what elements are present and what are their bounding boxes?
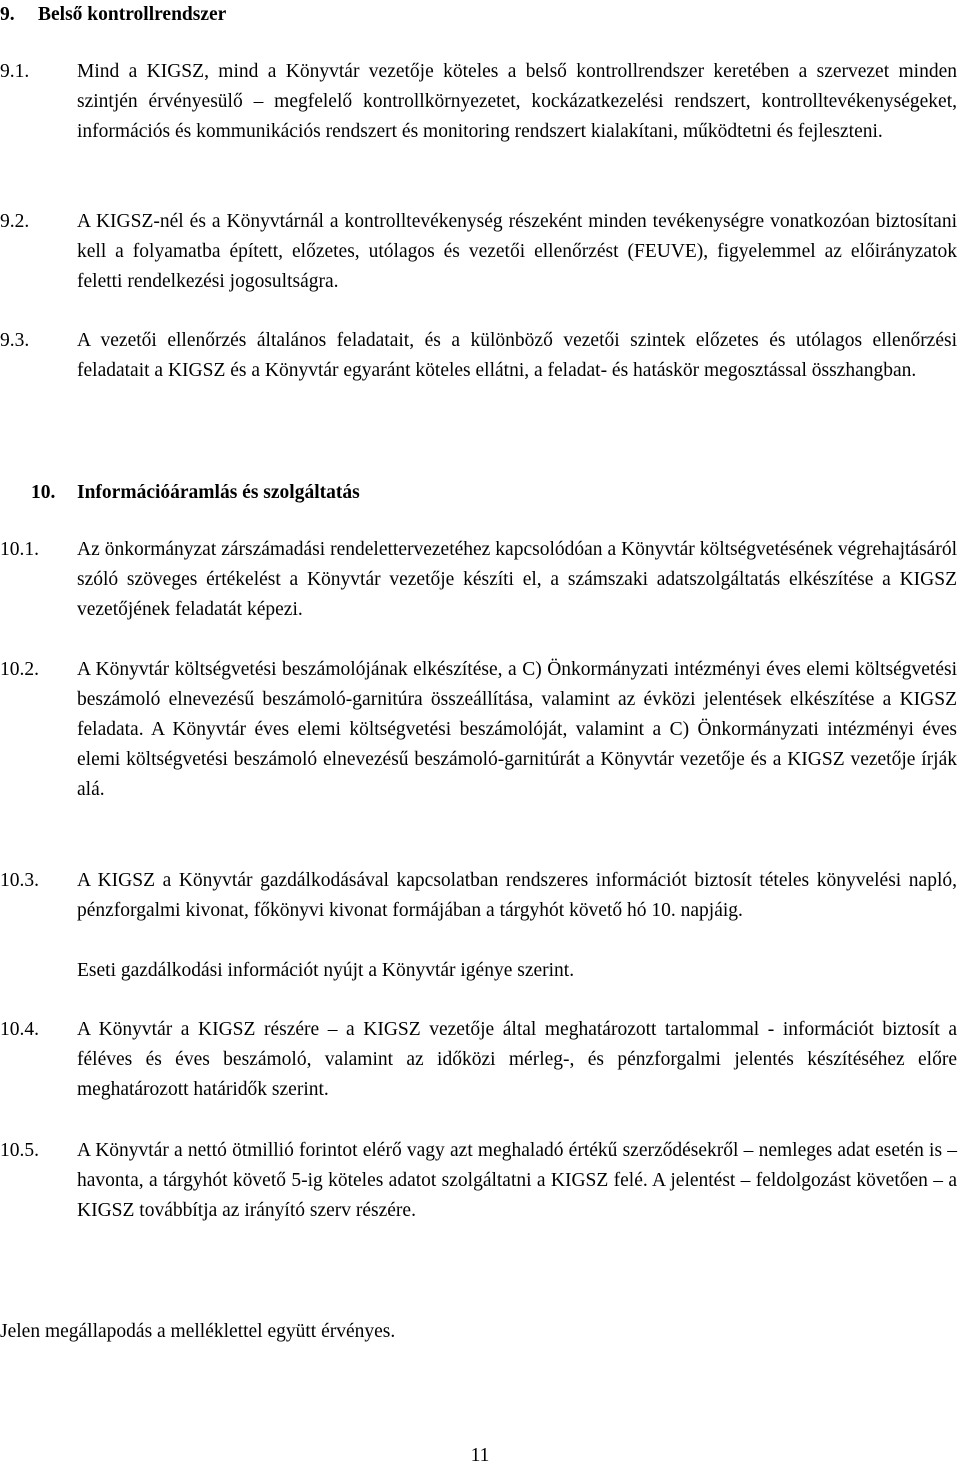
- closing-statement: Jelen megállapodás a melléklettel együtt érvényes.: [0, 1321, 396, 1342]
- paragraph-text: A KIGSZ a Könyvtár gazdálkodásával kapcsolatban rendszeres információt biztosít tételes könyvelési napló, pénzforgalmi kivonat, főkönyvi kivonat formájában a tárgyhót követő hó 10. napjáig.: [77, 870, 957, 921]
- paragraph-number: 9.1.: [0, 61, 30, 82]
- paragraph-text: A Könyvtár a nettó ötmillió forintot elérő vagy azt meghaladó értékű szerződésekről – nemleges adat esetén is – havonta, a tárgyhót követő 5-ig köteles adatot szolgáltatni a KIGSZ felé. A jelentést – feldolgozást követően – a KIGSZ továbbítja az irányító szerv részére.: [77, 1140, 957, 1221]
- paragraph-number: 10.2.: [0, 659, 39, 680]
- paragraph-number: 10.4.: [0, 1019, 39, 1040]
- paragraph-text: A vezetői ellenőrzés általános feladatait, és a különböző vezetői szintek előzetes és utólagos ellenőrzési feladatait a KIGSZ és a Könyvtár egyaránt köteles ellátni, a feladat- és hatáskör megosztással összhangban.: [77, 330, 957, 381]
- paragraph-extra-text: Eseti gazdálkodási információt nyújt a Könyvtár igénye szerint.: [77, 960, 575, 981]
- paragraph-text: Mind a KIGSZ, mind a Könyvtár vezetője köteles a belső kontrollrendszer keretében a szervezet minden szintjén érvényesülő – megfelelő kontrollkörnyezetet, kockázatkezelési rendszert, kontrolltevékenységeket, információs és kommunikációs rendszert és monitoring rendszert kialakítani, működtetni és fejleszteni.: [77, 61, 957, 142]
- section-9-number: 9.: [0, 4, 15, 25]
- section-9-heading: [0, 3, 226, 27]
- page-number: 11: [470, 1445, 490, 1466]
- section-10-number: 10.: [31, 482, 56, 503]
- section-10-title: Információáramlás és szolgáltatás: [77, 482, 360, 503]
- paragraph-text: A KIGSZ-nél és a Könyvtárnál a kontrolltevékenység részeként minden tevékenységre vonatkozóan biztosítani kell a folyamatba épített, előzetes, utólagos és vezetői ellenőrzést (FEUVE), figyelemmel az előirányzatok feletti rendelkezési jogosultságra.: [77, 211, 957, 292]
- section-9-title: Belső kontrollrendszer: [38, 4, 227, 25]
- paragraph-number: 9.3.: [0, 330, 30, 351]
- paragraph-number: 10.3.: [0, 870, 39, 891]
- paragraph-text: Az önkormányzat zárszámadási rendelettervezetéhez kapcsolódóan a Könyvtár költségvetésének végrehajtásáról szóló szöveges értékelést a Könyvtár vezetője készíti el, a számszaki adatszolgáltatás elkészítése a KIGSZ vezetőjének feladatát képezi.: [77, 539, 957, 620]
- section-10-heading: [31, 481, 360, 505]
- paragraph-number: 10.5.: [0, 1140, 39, 1161]
- paragraph-number: 9.2.: [0, 211, 30, 232]
- paragraph-text: A Könyvtár költségvetési beszámolójának elkészítése, a C) Önkormányzati intézményi éves elemi költségvetési beszámoló elnevezésű beszámoló-garnitúra összeállítása, valamint az évközi jelentések elkészítése a KIGSZ feladata. A Könyvtár éves elemi költségvetési beszámolóját, valamint a C) Önkormányzati intézményi éves elemi költségvetési beszámoló elnevezésű beszámoló-garnitúrát a Könyvtár vezetője és a KIGSZ vezetője írják alá.: [77, 659, 957, 800]
- paragraph-text: A Könyvtár a KIGSZ részére – a KIGSZ vezetője által meghatározott tartalommal - információt biztosít a féléves és éves beszámoló, valamint az időközi mérleg-, és pénzforgalmi jelentés készítéséhez előre meghatározott határidők szerint.: [77, 1019, 957, 1100]
- paragraph-number: 10.1.: [0, 539, 39, 560]
